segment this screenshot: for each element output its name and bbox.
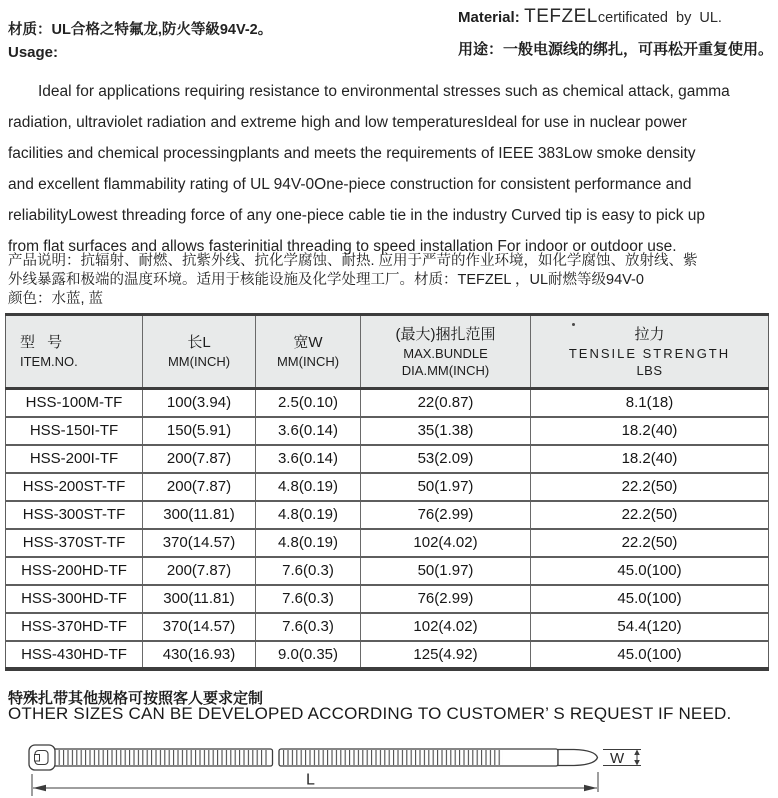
description-line: and excellent flammability rating of UL 94V-0One-piece construction for consistent performance and <box>8 176 692 193</box>
cell-width: 2.5(0.10) <box>256 389 361 417</box>
col-header-en2: LBS <box>636 362 663 378</box>
cell-bundle: 76(2.99) <box>361 501 531 529</box>
table-row <box>6 417 769 445</box>
l-dim-extension-lines <box>32 772 598 796</box>
tie-serrations-a <box>58 750 269 765</box>
table-row <box>6 557 769 585</box>
cell-tensile: 22.2(50) <box>531 529 769 557</box>
description-line: facilities and chemical processingplants and meets the requirements of IEEE 383Low smoke density <box>8 145 696 162</box>
cell-tensile: 8.1(18) <box>531 389 769 417</box>
cell-tensile: 45.0(100) <box>531 585 769 613</box>
material-value: TEFZEL <box>524 6 598 27</box>
l-dim-arrow-right <box>584 785 597 791</box>
cable-tie-diagram <box>0 733 680 798</box>
custom-sizes-en: OTHER SIZES CAN BE DEVELOPED ACCORDING TO CUSTOMER’ S REQUEST IF NEED. <box>8 704 732 723</box>
cell-length: 370(14.57) <box>143 613 256 641</box>
col-header-max-bundle <box>361 315 531 389</box>
cell-bundle: 76(2.99) <box>361 585 531 613</box>
cell-bundle: 53(2.09) <box>361 445 531 473</box>
tie-head-pawl <box>35 755 40 762</box>
description-line: reliabilityLowest threading force of any one-piece cable tie in the industry Curved tip is easy to pick up <box>8 207 706 224</box>
cell-width: 9.0(0.35) <box>256 641 361 669</box>
material-suffix: certificated by UL. <box>597 10 722 26</box>
material-en-line <box>458 6 722 28</box>
col-header-en: MM(INCH) <box>276 354 340 369</box>
cell-tensile: 22.2(50) <box>531 473 769 501</box>
description-line: Ideal for applications requiring resistance to environmental stresses such as chemical attack, gamma <box>38 83 730 100</box>
table-row <box>6 641 769 669</box>
col-header-zh: (最大)捆扎范围 <box>395 325 496 343</box>
cell-length: 200(7.87) <box>143 445 256 473</box>
tie-serrations-b <box>282 750 503 765</box>
col-header-item-no <box>6 315 143 389</box>
spec-table <box>5 313 769 671</box>
cell-item-no: HSS-300HD-TF <box>6 585 143 613</box>
col-header-en: TENSILE STRENGTH <box>568 345 731 361</box>
cell-width: 4.8(0.19) <box>256 529 361 557</box>
cell-length: 370(14.57) <box>143 529 256 557</box>
cell-bundle: 50(1.97) <box>361 473 531 501</box>
table-row <box>6 529 769 557</box>
cell-item-no: HSS-200I-TF <box>6 445 143 473</box>
table-row <box>6 585 769 613</box>
cell-width: 4.8(0.19) <box>256 473 361 501</box>
col-header-tensile-strength <box>531 315 769 389</box>
cell-length: 300(11.81) <box>143 501 256 529</box>
cell-item-no: HSS-150I-TF <box>6 417 143 445</box>
col-header-zh: 拉力 <box>634 325 665 343</box>
product-note-line: 产品说明：抗辐射、耐燃、抗紫外线、抗化学腐蚀、耐热. 应用于严苛的作业环境，如化学腐蚀、放射线、紫 <box>8 253 698 269</box>
cell-tensile: 22.2(50) <box>531 501 769 529</box>
usage-label: Usage: <box>8 44 59 61</box>
cell-length: 150(5.91) <box>143 417 256 445</box>
cell-length: 430(16.93) <box>143 641 256 669</box>
cell-bundle: 125(4.92) <box>361 641 531 669</box>
cell-tensile: 45.0(100) <box>531 557 769 585</box>
usage-zh-line: 用途：一般电源线的绑扎，可再松开重复使用。 <box>458 41 774 58</box>
print-artifact-dot <box>572 323 575 326</box>
cell-width: 7.6(0.3) <box>256 585 361 613</box>
col-header-en: MM(INCH) <box>167 354 231 369</box>
cell-tensile: 54.4(120) <box>531 613 769 641</box>
width-dimension-label: W <box>610 750 625 767</box>
cell-item-no: HSS-100M-TF <box>6 389 143 417</box>
cell-item-no: HSS-200HD-TF <box>6 557 143 585</box>
cell-length: 100(3.94) <box>143 389 256 417</box>
cell-tensile: 18.2(40) <box>531 445 769 473</box>
table-row <box>6 501 769 529</box>
cell-item-no: HSS-300ST-TF <box>6 501 143 529</box>
col-header-zh: 宽W <box>293 334 323 351</box>
cell-width: 7.6(0.3) <box>256 613 361 641</box>
col-header-width <box>256 315 361 389</box>
table-row <box>6 445 769 473</box>
cell-item-no: HSS-370ST-TF <box>6 529 143 557</box>
table-row <box>6 473 769 501</box>
cell-width: 3.6(0.14) <box>256 445 361 473</box>
cell-item-no: HSS-430HD-TF <box>6 641 143 669</box>
product-note-zh <box>8 252 774 309</box>
cell-item-no: HSS-200ST-TF <box>6 473 143 501</box>
cell-bundle: 50(1.97) <box>361 557 531 585</box>
custom-sizes-zh: 特殊扎带其他规格可按照客人要求定制 <box>8 690 264 707</box>
description-line: from flat surfaces and allows fasterinitial threading to speed installation For indoor or outdoor use. <box>8 238 677 255</box>
cell-bundle: 22(0.87) <box>361 389 531 417</box>
cell-bundle: 35(1.38) <box>361 417 531 445</box>
table-row <box>6 613 769 641</box>
col-header-zh: 长L <box>187 334 211 351</box>
col-header-length <box>143 315 256 389</box>
col-header-en2: DIA.MM(INCH) <box>401 362 490 378</box>
w-dim-arrow-up <box>634 750 640 756</box>
description-line: radiation, ultraviolet radiation and extreme high and low temperaturesIdeal for use in nuclear power <box>8 114 687 131</box>
cell-width: 7.6(0.3) <box>256 557 361 585</box>
table-header-row <box>6 315 769 389</box>
material-label: Material: <box>458 9 520 26</box>
cell-bundle: 102(4.02) <box>361 613 531 641</box>
col-header-en: MAX.BUNDLE <box>403 345 488 361</box>
length-dimension-label: L <box>306 771 315 789</box>
description-paragraph <box>8 76 774 262</box>
cell-length: 200(7.87) <box>143 473 256 501</box>
cell-width: 4.8(0.19) <box>256 501 361 529</box>
col-header-en: ITEM.NO. <box>20 354 78 369</box>
cell-bundle: 102(4.02) <box>361 529 531 557</box>
product-note-line: 外线暴露和极端的温度环境。适用于核能设施及化学处理工厂。材质：TEFZEL ，UL耐燃等级94V-0 <box>8 272 644 288</box>
tie-tip <box>558 750 598 766</box>
cell-tensile: 45.0(100) <box>531 641 769 669</box>
l-dim-arrow-left <box>33 785 46 791</box>
product-note-line: 颜色：水蓝, 蓝 <box>8 291 104 307</box>
material-zh-line: 材质：UL合格之特氟龙,防火等級94V-2。 <box>8 22 273 38</box>
w-dim-arrow-down <box>634 760 640 766</box>
cell-tensile: 18.2(40) <box>531 417 769 445</box>
table-row <box>6 389 769 417</box>
cell-length: 300(11.81) <box>143 585 256 613</box>
cell-item-no: HSS-370HD-TF <box>6 613 143 641</box>
col-header-zh: 型 号 <box>20 334 67 351</box>
cell-length: 200(7.87) <box>143 557 256 585</box>
cell-width: 3.6(0.14) <box>256 417 361 445</box>
